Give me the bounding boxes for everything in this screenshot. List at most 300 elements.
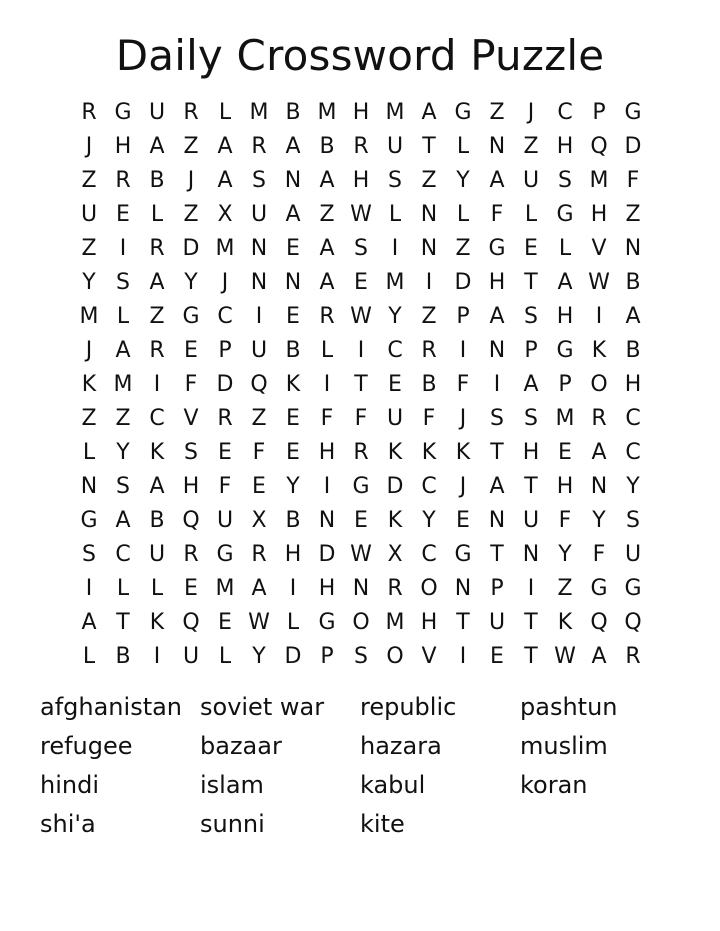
grid-letter: U [216, 508, 234, 533]
grid-letter: R [625, 644, 641, 669]
grid-letter: J [85, 338, 93, 363]
grid-letter: H [420, 610, 438, 635]
grid-letter: P [218, 338, 232, 363]
grid-letter: A [149, 474, 165, 499]
grid-letter: G [352, 474, 370, 499]
grid-letter: Z [115, 406, 131, 431]
grid-letter: I [289, 576, 297, 601]
grid-letter: U [386, 406, 404, 431]
grid-letter: R [387, 576, 403, 601]
grid-letter: U [250, 338, 268, 363]
grid-letter: N [624, 236, 642, 261]
grid-letter: D [284, 644, 302, 669]
grid-letter: R [591, 406, 607, 431]
word-list-item: islam [200, 771, 264, 799]
grid-letter: Y [116, 440, 130, 465]
grid-letter: Q [590, 610, 608, 635]
grid-letter: T [456, 610, 470, 635]
grid-letter: B [319, 134, 335, 159]
grid-letter: V [183, 406, 199, 431]
grid-letter: W [350, 304, 372, 329]
grid-letter: I [323, 474, 331, 499]
grid-letter: H [624, 372, 642, 397]
grid-letter: N [352, 576, 370, 601]
grid-letter: F [354, 406, 368, 431]
grid-letter: L [388, 202, 402, 227]
grid-letter: U [148, 542, 166, 567]
word-list-item: sunni [200, 810, 265, 838]
grid-letter: G [114, 100, 132, 125]
grid-letter: M [385, 270, 405, 295]
grid-letter: D [318, 542, 336, 567]
grid-letter: Y [592, 508, 606, 533]
grid-letter: M [555, 406, 575, 431]
grid-letter: S [558, 168, 572, 193]
grid-letter: B [285, 508, 301, 533]
grid-letter: Z [81, 406, 97, 431]
grid-letter: T [524, 644, 538, 669]
grid-letter: A [489, 474, 505, 499]
grid-letter: O [590, 372, 608, 397]
grid-letter: B [149, 168, 165, 193]
grid-letter: B [115, 644, 131, 669]
grid-letter: Q [250, 372, 268, 397]
grid-letter: I [425, 270, 433, 295]
grid-letter: L [524, 202, 538, 227]
grid-letter: L [116, 304, 130, 329]
grid-letter: T [422, 134, 436, 159]
grid-letter: R [149, 236, 165, 261]
letter-grid [72, 96, 650, 674]
grid-letter: Y [626, 474, 640, 499]
grid-letter: I [153, 372, 161, 397]
grid-letter: C [557, 100, 573, 125]
grid-letter: F [456, 372, 470, 397]
grid-letter: R [353, 440, 369, 465]
grid-letter: G [624, 100, 642, 125]
grid-letter: A [523, 372, 539, 397]
grid-letter: N [80, 474, 98, 499]
grid-letter: L [456, 202, 470, 227]
grid-letter: L [218, 644, 232, 669]
grid-letter: V [591, 236, 607, 261]
word-list-item: hazara [360, 732, 442, 760]
grid-letter: G [556, 338, 574, 363]
word-list-item: kabul [360, 771, 426, 799]
grid-letter: U [182, 644, 200, 669]
grid-letter: E [558, 440, 572, 465]
grid-letter: B [149, 508, 165, 533]
grid-letter: P [490, 576, 504, 601]
grid-letter: L [218, 100, 232, 125]
grid-letter: J [527, 100, 535, 125]
grid-letter: N [420, 202, 438, 227]
grid-letter: H [488, 270, 506, 295]
grid-letter: I [153, 644, 161, 669]
grid-letter: E [218, 440, 232, 465]
grid-letter: R [421, 338, 437, 363]
grid-letter: S [388, 168, 402, 193]
word-list-item: muslim [520, 732, 608, 760]
grid-letter: R [183, 100, 199, 125]
grid-letter: A [251, 576, 267, 601]
grid-letter: C [149, 406, 165, 431]
grid-letter: N [250, 270, 268, 295]
grid-letter: I [323, 372, 331, 397]
grid-letter: S [490, 406, 504, 431]
grid-letter: S [354, 236, 368, 261]
grid-letter: Q [182, 508, 200, 533]
grid-letter: A [115, 338, 131, 363]
grid-letter: Z [183, 134, 199, 159]
grid-letter: M [249, 100, 269, 125]
grid-letter: T [354, 372, 368, 397]
grid-letter: H [352, 100, 370, 125]
grid-letter: R [251, 542, 267, 567]
grid-letter: M [215, 576, 235, 601]
word-list-item: koran [520, 771, 588, 799]
grid-letter: N [488, 338, 506, 363]
grid-letter: A [81, 610, 97, 635]
grid-letter: R [319, 304, 335, 329]
grid-letter: D [182, 236, 200, 261]
grid-letter: Q [624, 610, 642, 635]
grid-letter: H [556, 304, 574, 329]
grid-letter: P [456, 304, 470, 329]
grid-letter: H [318, 440, 336, 465]
grid-letter: P [524, 338, 538, 363]
grid-letter: U [624, 542, 642, 567]
grid-letter: F [558, 508, 572, 533]
grid-letter: V [421, 644, 437, 669]
grid-letter: Z [489, 100, 505, 125]
grid-letter: A [149, 134, 165, 159]
grid-letter: A [591, 644, 607, 669]
grid-letter: M [385, 100, 405, 125]
grid-letter: B [421, 372, 437, 397]
grid-letter: A [557, 270, 573, 295]
grid-letter: N [488, 508, 506, 533]
grid-letter: C [625, 440, 641, 465]
grid-letter: Z [251, 406, 267, 431]
grid-letter: N [522, 542, 540, 567]
grid-letter: S [524, 304, 538, 329]
grid-letter: I [595, 304, 603, 329]
grid-letter: E [524, 236, 538, 261]
grid-letter: G [454, 100, 472, 125]
grid-letter: M [317, 100, 337, 125]
grid-letter: B [625, 270, 641, 295]
grid-letter: R [217, 406, 233, 431]
word-list [40, 688, 680, 844]
grid-letter: D [216, 372, 234, 397]
grid-letter: L [116, 576, 130, 601]
grid-letter: N [284, 270, 302, 295]
grid-letter: N [590, 474, 608, 499]
grid-letter: A [421, 100, 437, 125]
grid-letter: N [250, 236, 268, 261]
grid-letter: R [115, 168, 131, 193]
grid-letter: M [385, 610, 405, 635]
grid-letter: R [183, 542, 199, 567]
grid-letter: H [590, 202, 608, 227]
grid-letter: I [459, 644, 467, 669]
grid-letter: E [252, 474, 266, 499]
grid-letter: I [119, 236, 127, 261]
grid-letter: G [80, 508, 98, 533]
grid-letter: K [591, 338, 607, 363]
grid-letter: A [149, 270, 165, 295]
word-list-item: bazaar [200, 732, 282, 760]
grid-letter: I [527, 576, 535, 601]
grid-letter: Y [422, 508, 436, 533]
grid-letter: X [251, 508, 267, 533]
grid-letter: E [286, 236, 300, 261]
grid-letter: F [422, 406, 436, 431]
grid-letter: G [590, 576, 608, 601]
word-list-item: republic [360, 693, 457, 721]
grid-letter: G [556, 202, 574, 227]
grid-letter: N [420, 236, 438, 261]
grid-letter: Y [252, 644, 266, 669]
grid-letter: H [556, 134, 574, 159]
grid-letter: W [350, 542, 372, 567]
grid-letter: N [318, 508, 336, 533]
word-list-item: pashtun [520, 693, 618, 721]
grid-letter: W [588, 270, 610, 295]
grid-letter: S [524, 406, 538, 431]
grid-letter: A [489, 168, 505, 193]
grid-letter: E [218, 610, 232, 635]
grid-letter: A [217, 134, 233, 159]
grid-letter: S [116, 474, 130, 499]
grid-letter: N [488, 134, 506, 159]
grid-letter: G [624, 576, 642, 601]
grid-letter: K [81, 372, 97, 397]
grid-letter: H [284, 542, 302, 567]
grid-letter: B [625, 338, 641, 363]
grid-letter: E [116, 202, 130, 227]
grid-letter: M [589, 168, 609, 193]
grid-letter: K [557, 610, 573, 635]
grid-letter: E [490, 644, 504, 669]
grid-letter: I [85, 576, 93, 601]
word-list-item: afghanistan [40, 693, 183, 721]
grid-letter: A [319, 236, 335, 261]
grid-letter: Y [456, 168, 470, 193]
grid-letter: A [489, 304, 505, 329]
grid-letter: K [387, 440, 403, 465]
grid-letter: E [354, 270, 368, 295]
word-list-item: soviet war [200, 693, 325, 721]
grid-letter: Y [184, 270, 198, 295]
grid-letter: G [182, 304, 200, 329]
grid-letter: C [217, 304, 233, 329]
grid-letter: U [80, 202, 98, 227]
grid-letter: G [454, 542, 472, 567]
grid-letter: S [626, 508, 640, 533]
grid-letter: L [456, 134, 470, 159]
grid-letter: I [255, 304, 263, 329]
grid-letter: E [286, 406, 300, 431]
grid-letter: P [592, 100, 606, 125]
grid-letter: F [626, 168, 640, 193]
grid-letter: O [420, 576, 438, 601]
grid-letter: I [357, 338, 365, 363]
grid-letter: T [490, 542, 504, 567]
word-list-item: refugee [40, 732, 133, 760]
word-list-item: hindi [40, 771, 99, 799]
grid-letter: I [391, 236, 399, 261]
grid-letter: Z [625, 202, 641, 227]
grid-letter: A [625, 304, 641, 329]
grid-letter: O [386, 644, 404, 669]
page-title: Daily Crossword Puzzle [115, 31, 605, 80]
grid-letter: K [455, 440, 471, 465]
grid-letter: U [488, 610, 506, 635]
grid-letter: S [82, 542, 96, 567]
grid-letter: E [184, 576, 198, 601]
grid-letter: Y [388, 304, 402, 329]
grid-letter: Z [149, 304, 165, 329]
grid-letter: C [387, 338, 403, 363]
grid-letter: U [522, 168, 540, 193]
grid-letter: H [556, 474, 574, 499]
grid-letter: A [591, 440, 607, 465]
grid-letter: Z [557, 576, 573, 601]
grid-letter: S [252, 168, 266, 193]
grid-letter: L [558, 236, 572, 261]
grid-letter: H [182, 474, 200, 499]
grid-letter: T [524, 610, 538, 635]
word-list-item: kite [360, 810, 405, 838]
grid-letter: D [454, 270, 472, 295]
grid-letter: I [493, 372, 501, 397]
grid-letter: F [252, 440, 266, 465]
grid-letter: Z [81, 236, 97, 261]
grid-letter: F [320, 406, 334, 431]
grid-letter: C [115, 542, 131, 567]
grid-letter: E [456, 508, 470, 533]
grid-letter: K [387, 508, 403, 533]
grid-letter: L [82, 644, 96, 669]
grid-letter: E [286, 304, 300, 329]
grid-letter: Z [523, 134, 539, 159]
grid-letter: L [286, 610, 300, 635]
grid-letter: R [353, 134, 369, 159]
grid-letter: F [184, 372, 198, 397]
grid-letter: A [115, 508, 131, 533]
grid-letter: K [149, 610, 165, 635]
grid-letter: Q [590, 134, 608, 159]
grid-letter: C [421, 542, 437, 567]
grid-letter: L [150, 202, 164, 227]
grid-letter: B [285, 338, 301, 363]
grid-letter: T [490, 440, 504, 465]
grid-letter: W [350, 202, 372, 227]
grid-letter: D [624, 134, 642, 159]
grid-letter: C [421, 474, 437, 499]
grid-letter: F [218, 474, 232, 499]
grid-letter: J [85, 134, 93, 159]
grid-letter: W [248, 610, 270, 635]
grid-letter: Z [319, 202, 335, 227]
grid-letter: S [184, 440, 198, 465]
grid-letter: U [250, 202, 268, 227]
grid-letter: Z [81, 168, 97, 193]
grid-letter: X [217, 202, 233, 227]
grid-letter: U [148, 100, 166, 125]
grid-letter: J [459, 474, 467, 499]
grid-letter: M [215, 236, 235, 261]
grid-letter: P [558, 372, 572, 397]
grid-letter: N [454, 576, 472, 601]
grid-letter: S [354, 644, 368, 669]
grid-letter: S [116, 270, 130, 295]
grid-letter: E [184, 338, 198, 363]
grid-letter: G [488, 236, 506, 261]
grid-letter: T [524, 474, 538, 499]
grid-letter: L [320, 338, 334, 363]
grid-letter: K [149, 440, 165, 465]
grid-letter: Z [421, 304, 437, 329]
grid-letter: O [352, 610, 370, 635]
grid-letter: M [79, 304, 99, 329]
grid-letter: K [421, 440, 437, 465]
grid-letter: C [625, 406, 641, 431]
grid-letter: Z [183, 202, 199, 227]
grid-letter: F [490, 202, 504, 227]
grid-letter: R [149, 338, 165, 363]
grid-letter: T [524, 270, 538, 295]
grid-letter: W [554, 644, 576, 669]
grid-letter: J [221, 270, 229, 295]
grid-letter: H [318, 576, 336, 601]
grid-letter: J [187, 168, 195, 193]
grid-letter: E [388, 372, 402, 397]
grid-letter: A [319, 168, 335, 193]
grid-letter: H [114, 134, 132, 159]
grid-letter: G [318, 610, 336, 635]
grid-letter: J [459, 406, 467, 431]
grid-letter: N [284, 168, 302, 193]
grid-letter: A [285, 202, 301, 227]
grid-letter: Y [558, 542, 572, 567]
grid-letter: K [285, 372, 301, 397]
grid-letter: L [82, 440, 96, 465]
grid-letter: Z [421, 168, 437, 193]
grid-letter: B [285, 100, 301, 125]
grid-letter: E [286, 440, 300, 465]
grid-letter: Z [455, 236, 471, 261]
grid-letter: U [522, 508, 540, 533]
grid-letter: L [150, 576, 164, 601]
grid-letter: I [459, 338, 467, 363]
grid-letter: A [217, 168, 233, 193]
grid-letter: H [352, 168, 370, 193]
grid-letter: X [387, 542, 403, 567]
word-list-item: shi'a [40, 810, 96, 838]
grid-letter: Q [182, 610, 200, 635]
grid-letter: F [592, 542, 606, 567]
grid-letter: T [116, 610, 130, 635]
grid-letter: A [285, 134, 301, 159]
grid-letter: A [319, 270, 335, 295]
grid-letter: R [251, 134, 267, 159]
grid-letter: D [386, 474, 404, 499]
grid-letter: Y [82, 270, 96, 295]
grid-letter: P [320, 644, 334, 669]
